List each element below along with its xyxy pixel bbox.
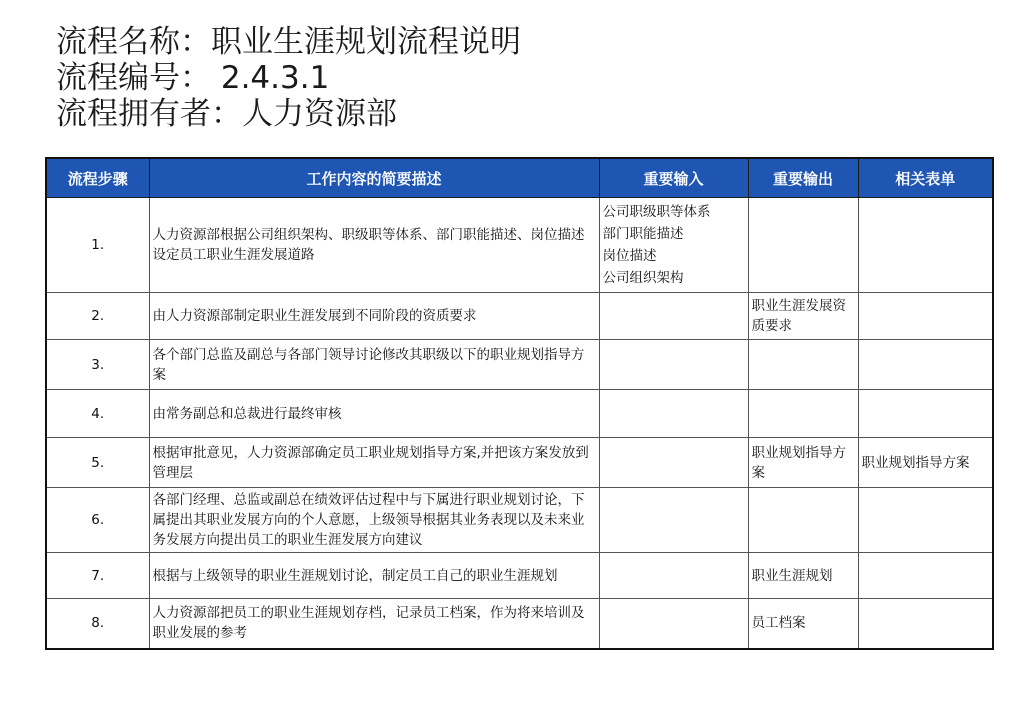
- form-cell: [858, 340, 993, 390]
- description-cell: 人力资源部把员工的职业生涯规划存档，记录员工档案，作为将来培训及职业发展的参考: [149, 599, 599, 649]
- process-code: 流程编号： 2.4.3.1: [56, 60, 330, 96]
- table-row: [46, 488, 993, 553]
- step-cell: 8.: [46, 599, 149, 649]
- input-cell: [599, 390, 748, 438]
- form-cell: [858, 553, 993, 599]
- step-cell: 4.: [46, 390, 149, 438]
- input-cell: [599, 553, 748, 599]
- process-header: [56, 24, 521, 132]
- input-cell: [599, 340, 748, 390]
- step-cell: 2.: [46, 293, 149, 340]
- output-cell: [748, 488, 858, 553]
- table-row: [46, 198, 993, 293]
- output-cell: 职业生涯规划: [748, 553, 858, 599]
- table-row: [46, 438, 993, 488]
- process-name: 流程名称：职业生涯规划流程说明: [56, 24, 521, 60]
- input-item: 公司职级职等体系: [602, 204, 711, 220]
- input-item: 岗位描述: [602, 248, 657, 264]
- table-row: [46, 599, 993, 649]
- form-cell: [858, 488, 993, 553]
- input-cell: [599, 488, 748, 553]
- table-header-row: [46, 158, 993, 198]
- form-cell: [858, 198, 993, 293]
- output-cell: [748, 340, 858, 390]
- table-row: [46, 293, 993, 340]
- form-cell: [858, 390, 993, 438]
- form-cell: 职业规划指导方案: [858, 438, 993, 488]
- col-header-input: 重要输入: [599, 158, 748, 198]
- description-cell: 人力资源部根据公司组织架构、职级职等体系、部门职能描述、岗位描述设定员工职业生涯发展道路: [149, 198, 599, 293]
- table-row: [46, 553, 993, 599]
- step-cell: 7.: [46, 553, 149, 599]
- input-cell: [599, 198, 748, 293]
- input-cell: [599, 293, 748, 340]
- description-cell: 各部门经理、总监或副总在绩效评估过程中与下属进行职业规划讨论，下属提出其职业发展方向的个人意愿，上级领导根据其业务表现以及未来业务发展方向提出员工的职业生涯发展方向建议: [149, 488, 599, 553]
- output-cell: 职业规划指导方案: [748, 438, 858, 488]
- description-cell: 各个部门总监及副总与各部门领导讨论修改其职级以下的职业规划指导方案: [149, 340, 599, 390]
- step-cell: 5.: [46, 438, 149, 488]
- form-cell: [858, 599, 993, 649]
- col-header-description: 工作内容的简要描述: [149, 158, 599, 198]
- description-cell: 根据审批意见，人力资源部确定员工职业规划指导方案,并把该方案发放到管理层: [149, 438, 599, 488]
- form-cell: [858, 293, 993, 340]
- description-cell: 根据与上级领导的职业生涯规划讨论，制定员工自己的职业生涯规划: [149, 553, 599, 599]
- col-header-output: 重要输出: [748, 158, 858, 198]
- process-table: [45, 157, 994, 650]
- process-owner: 流程拥有者：人力资源部: [56, 96, 397, 132]
- output-cell: 职业生涯发展资质要求: [748, 293, 858, 340]
- input-item: 部门职能描述: [602, 226, 684, 242]
- table-row: [46, 340, 993, 390]
- col-header-step: 流程步骤: [46, 158, 149, 198]
- step-cell: 1.: [46, 198, 149, 293]
- output-cell: [748, 390, 858, 438]
- output-cell: [748, 198, 858, 293]
- input-item: 公司组织架构: [602, 270, 684, 286]
- step-cell: 6.: [46, 488, 149, 553]
- col-header-form: 相关表单: [858, 158, 993, 198]
- input-cell: [599, 438, 748, 488]
- step-cell: 3.: [46, 340, 149, 390]
- description-cell: 由常务副总和总裁进行最终审核: [149, 390, 599, 438]
- description-cell: 由人力资源部制定职业生涯发展到不同阶段的资质要求: [149, 293, 599, 340]
- output-cell: 员工档案: [748, 599, 858, 649]
- input-cell: [599, 599, 748, 649]
- table-row: [46, 390, 993, 438]
